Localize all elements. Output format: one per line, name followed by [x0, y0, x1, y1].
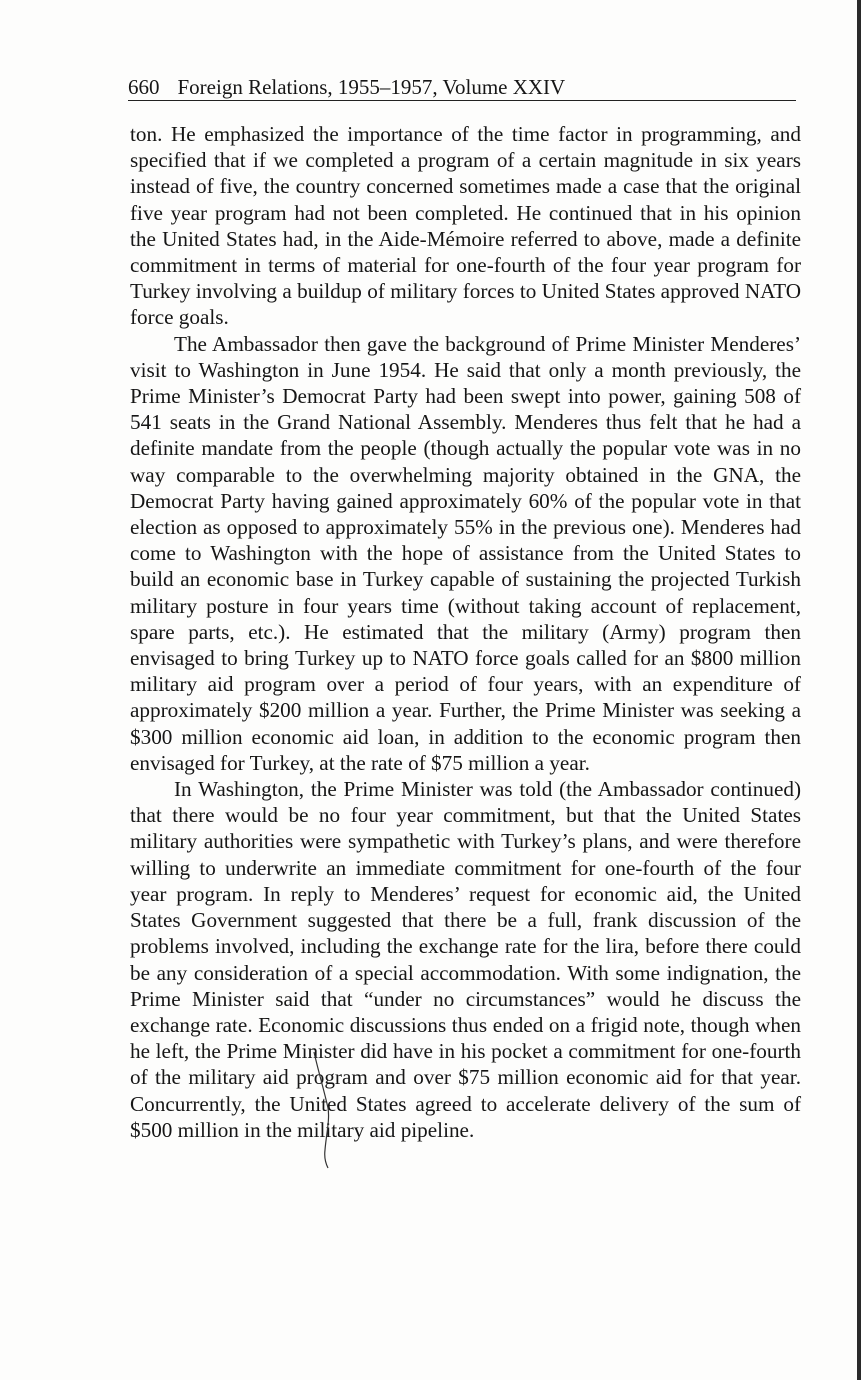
running-title: Foreign Relations, 1955–1957, Volume XXIV — [177, 75, 566, 99]
paragraph-washington-visit: In Washington, the Prime Minister was told (the Ambassador continued) that there would be no four year commitment, but that the United States military authorities were sympathetic with Turkey’s plans, and were therefore willing to underwrite an immediate commitment for one-fourth of the four year program. In reply to Menderes’ request for economic aid, the United States Government suggested that there be a full, frank discussion of the problems involved, including the exchange rate for the lira, before there could be any consideration of a special accommodation. With some indignation, the Prime Minister said that “under no circumstances” would he discuss the exchange rate. Economic discussions thus ended on a frigid note, though when he left, the Prime Minister did have in his pocket a commitment for one-fourth of the military aid program and over $75 million economic aid for that year. Concurrently, the United States agreed to accelerate delivery of the sum of $500 million in the military aid pipeline. — [130, 777, 801, 1142]
running-head — [128, 74, 796, 101]
page-number: 660 — [128, 75, 160, 99]
body-text — [130, 121, 801, 1143]
paragraph-continued: ton. He emphasized the importance of the time factor in programming, and specified that if we completed a program of a certain magnitude in six years instead of five, the country concerned sometimes made a case that the original five year program had not been completed. He continued that in his opinion the United States had, in the Aide-Mémoire referred to above, made a definite commitment in terms of material for one-fourth of the four year program for Turkey involving a buildup of military forces to United States approved NATO force goals. — [130, 122, 801, 330]
paragraph-menderes-background: The Ambassador then gave the background of Prime Minister Menderes’ visit to Washington in June 1954. He said that only a month previously, the Prime Minister’s Democrat Party had been swept into power, gaining 508 of 541 seats in the Grand National Assembly. Menderes thus felt that he had a definite mandate from the people (though actually the popular vote was in no way comparable to the overwhelming majority obtained in the GNA, the Democrat Party having gained approximately 60% of the popular vote in that election as opposed to approximately 55% in the previous one). Menderes had come to Washington with the hope of assistance from the United States to build an economic base in Turkey capable of sustaining the projected Turkish military posture in four years time (without taking account of replacement, spare parts, etc.). He estimated that the military (Army) program then envisaged to bring Turkey up to NATO force goals called for an $800 million military aid program over a period of four years, with an expenditure of approximately $200 million a year. Further, the Prime Minister was seeking a $300 million economic aid loan, in addition to the economic program then envisaged for Turkey, at the rate of $75 million a year. — [130, 331, 801, 775]
page-edge-shadow — [857, 0, 861, 1380]
